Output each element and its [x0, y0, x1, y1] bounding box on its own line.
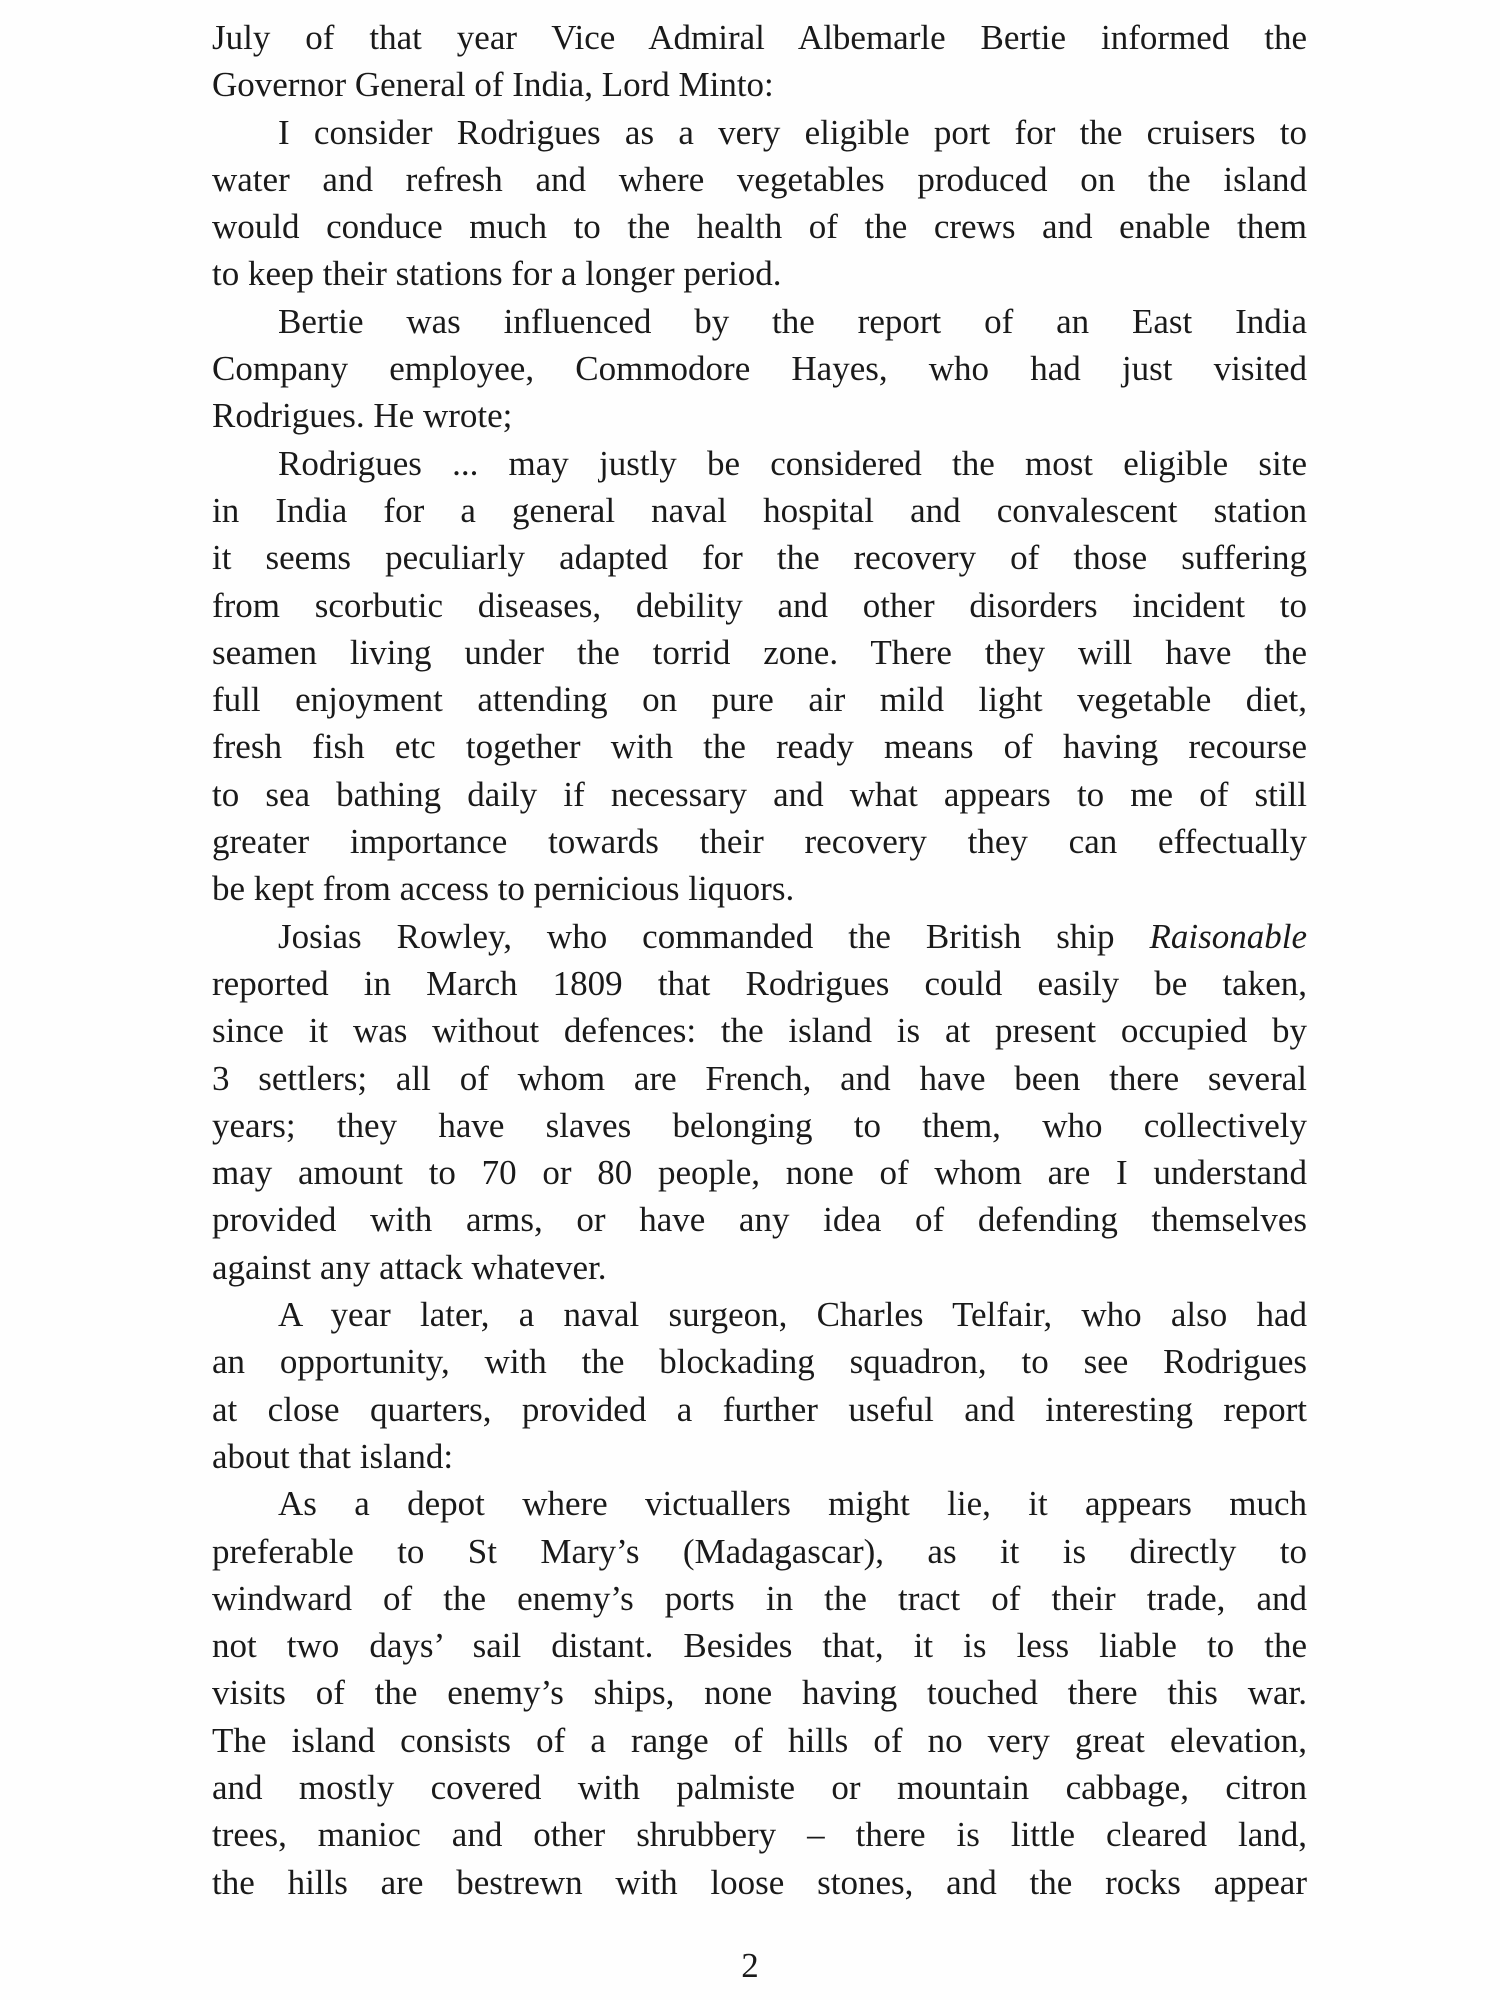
text-line-content: trees, manioc and other shrubbery – there is little cleared land, — [212, 1815, 1307, 1855]
text-line — [212, 345, 1307, 392]
text-line — [212, 203, 1307, 250]
text-line-content: July of that year Vice Admiral Albemarle Bertie informed the — [212, 18, 1307, 57]
text-line-content: not two days’ sail distant. Besides that, it is less liable to the — [212, 1626, 1307, 1666]
text-line-content: windward of the enemy’s ports in the tract of their trade, and — [212, 1578, 1307, 1618]
text-line-content: seamen living under the torrid zone. There they will have the — [212, 632, 1307, 672]
text-line — [212, 676, 1307, 723]
text-line — [212, 109, 1307, 156]
text-line — [212, 582, 1307, 629]
text-line-content: about that island: — [212, 1436, 454, 1476]
text-line — [212, 1528, 1307, 1575]
text-line — [212, 1244, 1307, 1291]
text-line — [212, 913, 1307, 960]
text-line — [212, 960, 1307, 1007]
text-line-content: against any attack whatever. — [212, 1247, 607, 1287]
text-line — [212, 1291, 1307, 1338]
text-line — [212, 1575, 1307, 1622]
text-line — [212, 298, 1307, 345]
text-line — [212, 1433, 1307, 1480]
text-line — [212, 14, 1307, 61]
text-line — [212, 771, 1307, 818]
body-text — [212, 14, 1307, 1906]
text-line — [212, 1386, 1307, 1433]
text-line-content: since it was without defences: the island is at present occupied by — [212, 1011, 1307, 1051]
text-line — [212, 1007, 1307, 1054]
text-line-content: I consider Rodrigues as a very eligible port for the cruisers to — [278, 112, 1307, 152]
text-line-content: at close quarters, provided a further useful and interesting report — [212, 1389, 1307, 1429]
text-line-content: in India for a general naval hospital and convalescent station — [212, 490, 1307, 530]
text-line-content: be kept from access to pernicious liquors. — [212, 869, 795, 909]
text-line-content: provided with arms, or have any idea of defending themselves — [212, 1200, 1307, 1240]
text-line — [212, 250, 1307, 297]
text-line-content: would conduce much to the health of the crews and enable them — [212, 207, 1307, 247]
text-line — [212, 629, 1307, 676]
text-line — [212, 1055, 1307, 1102]
text-line-content: 3 settlers; all of whom are French, and have been there several — [212, 1058, 1307, 1098]
text-line — [212, 1102, 1307, 1149]
text-line-content: reported in March 1809 that Rodrigues could easily be taken, — [212, 963, 1307, 1003]
text-line-content: Rodrigues. He wrote; — [212, 396, 513, 436]
text-line — [212, 1811, 1307, 1858]
text-line-content: Bertie was influenced by the report of an East India — [278, 301, 1307, 341]
text-line — [212, 818, 1307, 865]
text-line-content: A year later, a naval surgeon, Charles Telfair, who also had — [278, 1295, 1307, 1335]
text-line-content: may amount to 70 or 80 people, none of whom are I understand — [212, 1153, 1307, 1193]
ship-name-italic: Raisonable — [1149, 916, 1307, 956]
text-line-content: greater importance towards their recovery they can effectually — [212, 822, 1307, 862]
text-line-content: from scorbutic diseases, debility and other disorders incident to — [212, 585, 1307, 625]
page-number: 2 — [741, 1946, 759, 1985]
text-line — [212, 487, 1307, 534]
text-line — [212, 156, 1307, 203]
text-line — [212, 1338, 1307, 1385]
text-line-content: it seems peculiarly adapted for the recovery of those suffering — [212, 538, 1307, 578]
text-line — [212, 1480, 1307, 1527]
text-line-content: and mostly covered with palmiste or mountain cabbage, citron — [212, 1767, 1307, 1807]
text-line-content: visits of the enemy’s ships, none having touched there this war. — [212, 1673, 1307, 1713]
text-line — [212, 61, 1307, 108]
text-line — [212, 723, 1307, 770]
text-line — [212, 1764, 1307, 1811]
text-line-content: an opportunity, with the blockading squadron, to see Rodrigues — [212, 1342, 1307, 1382]
text-line-content: the hills are bestrewn with loose stones, and the rocks appear — [212, 1862, 1307, 1902]
text-line — [212, 440, 1307, 487]
text-line — [212, 1196, 1307, 1243]
text-line-content: Rodrigues ... may justly be considered the most eligible site — [278, 443, 1307, 483]
text-line-content: Company employee, Commodore Hayes, who had just visited — [212, 349, 1307, 389]
text-line-content: The island consists of a range of hills of no very great elevation, — [212, 1720, 1307, 1760]
text-line — [212, 534, 1307, 581]
text-line-content: water and refresh and where vegetables produced on the island — [212, 159, 1307, 199]
text-line — [212, 1669, 1307, 1716]
text-line-content: to keep their stations for a longer period. — [212, 254, 782, 294]
text-line-content: Governor General of India, Lord Minto: — [212, 65, 774, 105]
text-line-content: years; they have slaves belonging to them, who collectively — [212, 1105, 1307, 1145]
text-line — [212, 1717, 1307, 1764]
text-line — [212, 1622, 1307, 1669]
text-line-content: Josias Rowley, who commanded the British ship — [278, 916, 1150, 956]
text-line-content: preferable to St Mary’s (Madagascar), as it is directly to — [212, 1531, 1307, 1571]
text-line — [212, 392, 1307, 439]
text-line — [212, 865, 1307, 912]
text-line-content: As a depot where victuallers might lie, it appears much — [278, 1484, 1307, 1524]
text-line-content: to sea bathing daily if necessary and what appears to me of still — [212, 774, 1307, 814]
text-line — [212, 1859, 1307, 1906]
text-line-content: fresh fish etc together with the ready means of having recourse — [212, 727, 1307, 767]
text-line — [212, 1149, 1307, 1196]
text-line-content: full enjoyment attending on pure air mild light vegetable diet, — [212, 680, 1307, 720]
